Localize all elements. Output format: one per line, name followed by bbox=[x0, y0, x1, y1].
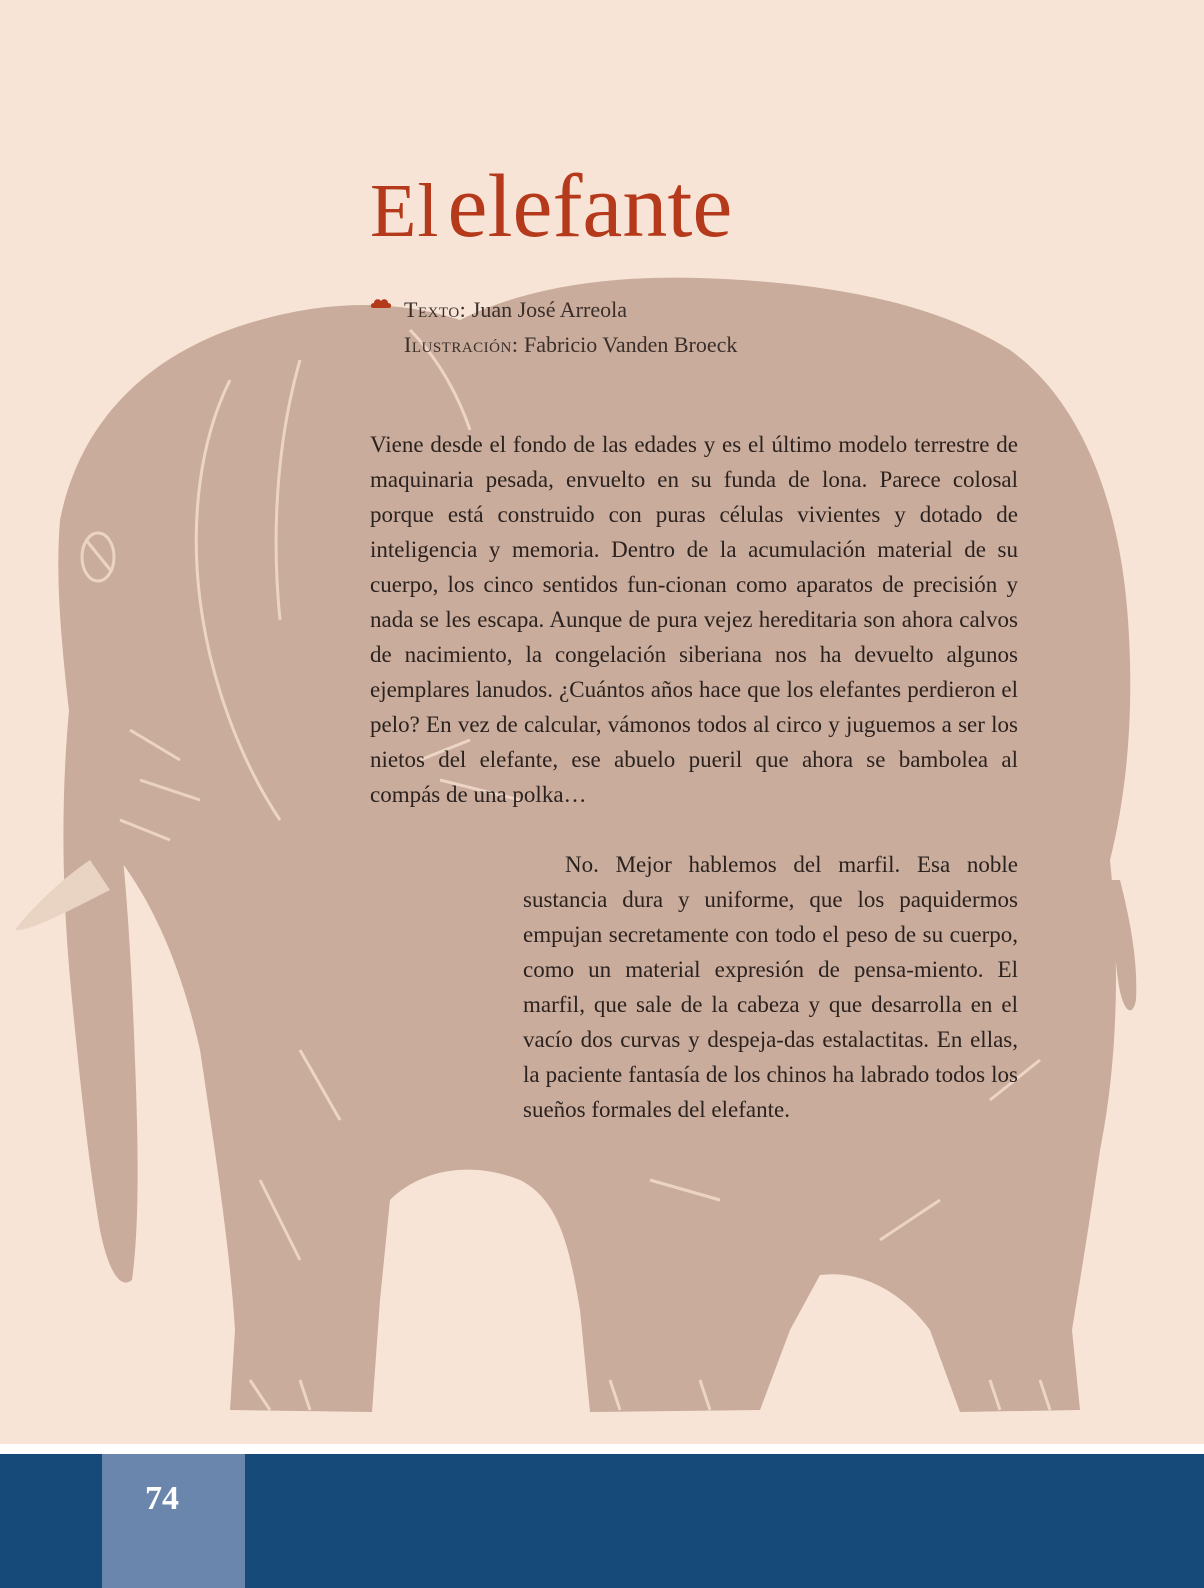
story-title bbox=[370, 157, 733, 256]
page-number-box bbox=[102, 1454, 245, 1588]
credit-illustration bbox=[370, 327, 737, 362]
title-word-elefante: elefante bbox=[447, 157, 733, 256]
red-cloud-bullet-icon bbox=[370, 297, 392, 311]
credit-text bbox=[370, 292, 737, 327]
title-word-el: El bbox=[370, 169, 440, 253]
credits bbox=[370, 292, 737, 362]
page-number: 74 bbox=[145, 1480, 179, 1517]
page-footer bbox=[0, 1454, 1204, 1588]
credit-label-ilustracion: Ilustración: bbox=[404, 332, 519, 357]
credit-author: Juan José Arreola bbox=[471, 297, 627, 322]
footer-divider bbox=[0, 1444, 1204, 1454]
paragraph-1: Viene desde el fondo de las edades y es el último modelo terrestre de maquinaria pesada, envuelto en su funda de lona. Parece colosal porque está construido con puras células vivientes y dotado de inteligencia y memoria. Dentro de la acumulación material de su cuerpo, los cinco sentidos fun-cionan como aparatos de precisión y nada se les escapa. Aunque de pura vejez hereditaria son ahora calvos de nacimiento, la congelación siberiana nos ha devuelto algunos ejemplares lanudos. ¿Cuántos años hace que los elefantes perdieron el pelo? En vez de calcular, vámonos todos al circo y juguemos a ser los nietos del elefante, ese abuelo pueril que ahora se bambolea al compás de una polka… bbox=[370, 432, 1018, 807]
paragraph-2: No. Mejor hablemos del marfil. Esa noble sustancia dura y uniforme, que los paquidermos empujan secretamente con todo el peso de su cuerpo, como un material expresión de pensa-miento. El marfil, que sale de la cabeza y que desarrolla en el vacío dos curvas y despeja-das estalactitas. En ellas, la paciente fantasía de los chinos ha labrado todos los sueños formales del elefante. bbox=[523, 852, 1018, 1122]
credit-illustrator: Fabricio Vanden Broeck bbox=[523, 332, 738, 357]
credit-label-texto: Texto: bbox=[404, 297, 467, 322]
